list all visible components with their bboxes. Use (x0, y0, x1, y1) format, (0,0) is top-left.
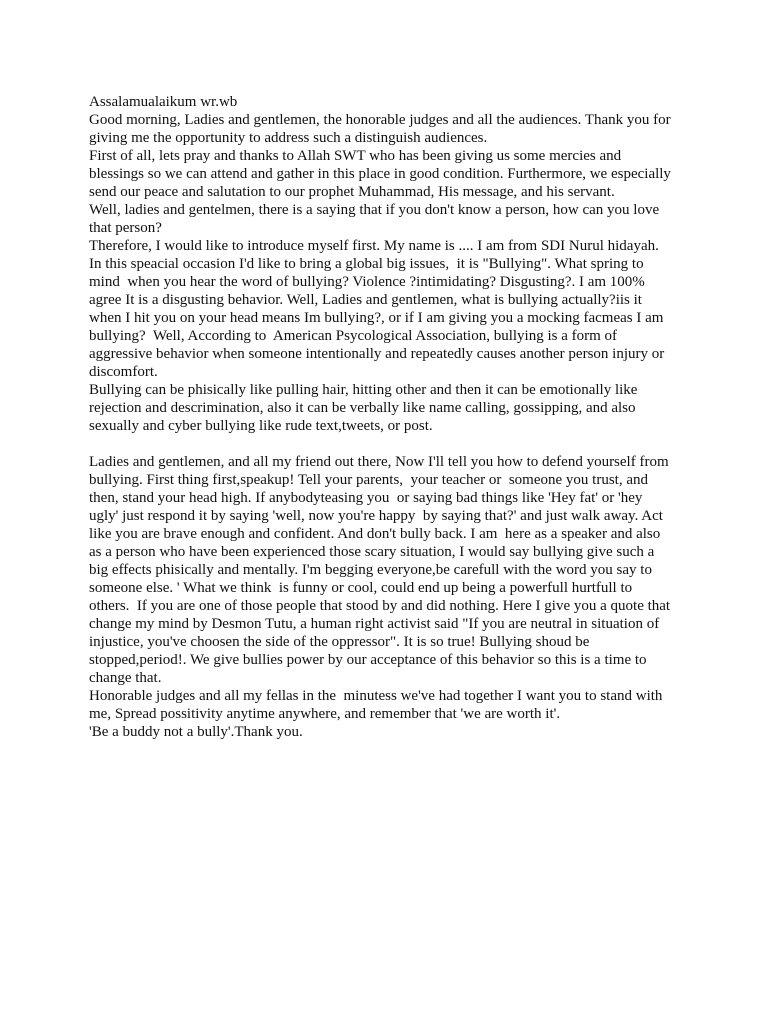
text-line: Therefore, I would like to introduce myself first. My name is .... I am from SDI Nurul hidayah. (89, 238, 659, 254)
text-line: bullying. First thing first,speakup! Tell your parents, your teacher or someone you trust, and (89, 472, 648, 488)
text-line: Bullying can be phisically like pulling hair, hitting other and then it can be emotionally like (89, 382, 638, 398)
text-line: sexually and cyber bullying like rude text,tweets, or post. (89, 418, 433, 434)
text-line: big effects phisically and mentally. I'm begging everyone,be carefull with the word you say to (89, 562, 652, 578)
text-line: mind when you hear the word of bullying? Violence ?intimidating? Disgusting?. I am 100% (89, 274, 645, 290)
text-line: aggressive behavior when someone intentionally and repeatedly causes another person injury or (89, 346, 665, 362)
text-line: like you are brave enough and confident. And don't bully back. I am here as a speaker and also (89, 526, 661, 542)
text-line: Honorable judges and all my fellas in the minutess we've had together I want you to stand with (89, 688, 663, 704)
text-line: others. If you are one of those people that stood by and did nothing. Here I give you a quote that (89, 598, 671, 614)
text-line: 'Be a buddy not a bully'.Thank you. (89, 724, 303, 740)
text-line: First of all, lets pray and thanks to Allah SWT who has been giving us some mercies and (89, 148, 622, 164)
text-line: discomfort. (89, 364, 158, 380)
text-line: Well, ladies and gentelmen, there is a saying that if you don't know a person, how can you love (89, 202, 660, 218)
text-line: change that. (89, 670, 162, 686)
text-line: Assalamualaikum wr.wb (89, 94, 238, 110)
text-line: rejection and descrimination, also it can be verbally like name calling, gossipping, and also (89, 400, 636, 416)
text-line: Ladies and gentlemen, and all my friend out there, Now I'll tell you how to defend yourself from (89, 454, 669, 470)
text-line: injustice, you've choosen the side of the oppressor". It is so true! Bullying shoud be (89, 634, 590, 650)
text-line: me, Spread possitivity anytime anywhere, and remember that 'we are worth it'. (89, 706, 561, 722)
text-line: change my mind by Desmon Tutu, a human right activist said "If you are neutral in situation of (89, 616, 660, 632)
text-line: blessings so we can attend and gather in this place in good condition. Furthermore, we especially (89, 166, 671, 182)
text-line: In this speacial occasion I'd like to bring a global big issues, it is "Bullying". What spring to (89, 256, 644, 272)
text-line: giving me the opportunity to address such a distinguish audiences. (89, 130, 488, 146)
text-line: as a person who have been experienced those scary situation, I would say bullying give such a (89, 544, 655, 560)
text-line: ugly' just respond it by saying 'well, now you're happy by saying that?' and just walk away. Act (89, 508, 663, 524)
text-line: stopped,period!. We give bullies power by our acceptance of this behavior so this is a time to (89, 652, 647, 668)
document-page (89, 93, 729, 741)
text-line: agree It is a disgusting behavior. Well, Ladies and gentlemen, what is bullying actually?iis it (89, 292, 642, 308)
text-line: Good morning, Ladies and gentlemen, the honorable judges and all the audiences. Thank you for (89, 112, 671, 128)
text-line: when I hit you on your head means Im bullying?, or if I am giving you a mocking facmeas I am (89, 310, 664, 326)
text-line: then, stand your head high. If anybodyteasing you or saying bad things like 'Hey fat' or 'hey (89, 490, 643, 506)
text-line: bullying? Well, According to American Psycological Association, bullying is a form of (89, 328, 618, 344)
paragraph-break (89, 435, 729, 453)
text-line: someone else. ' What we think is funny or cool, could end up being a powerfull hurtfull to (89, 580, 633, 596)
text-line: that person? (89, 220, 162, 236)
text-line: send our peace and salutation to our prophet Muhammad, His message, and his servant. (89, 184, 615, 200)
